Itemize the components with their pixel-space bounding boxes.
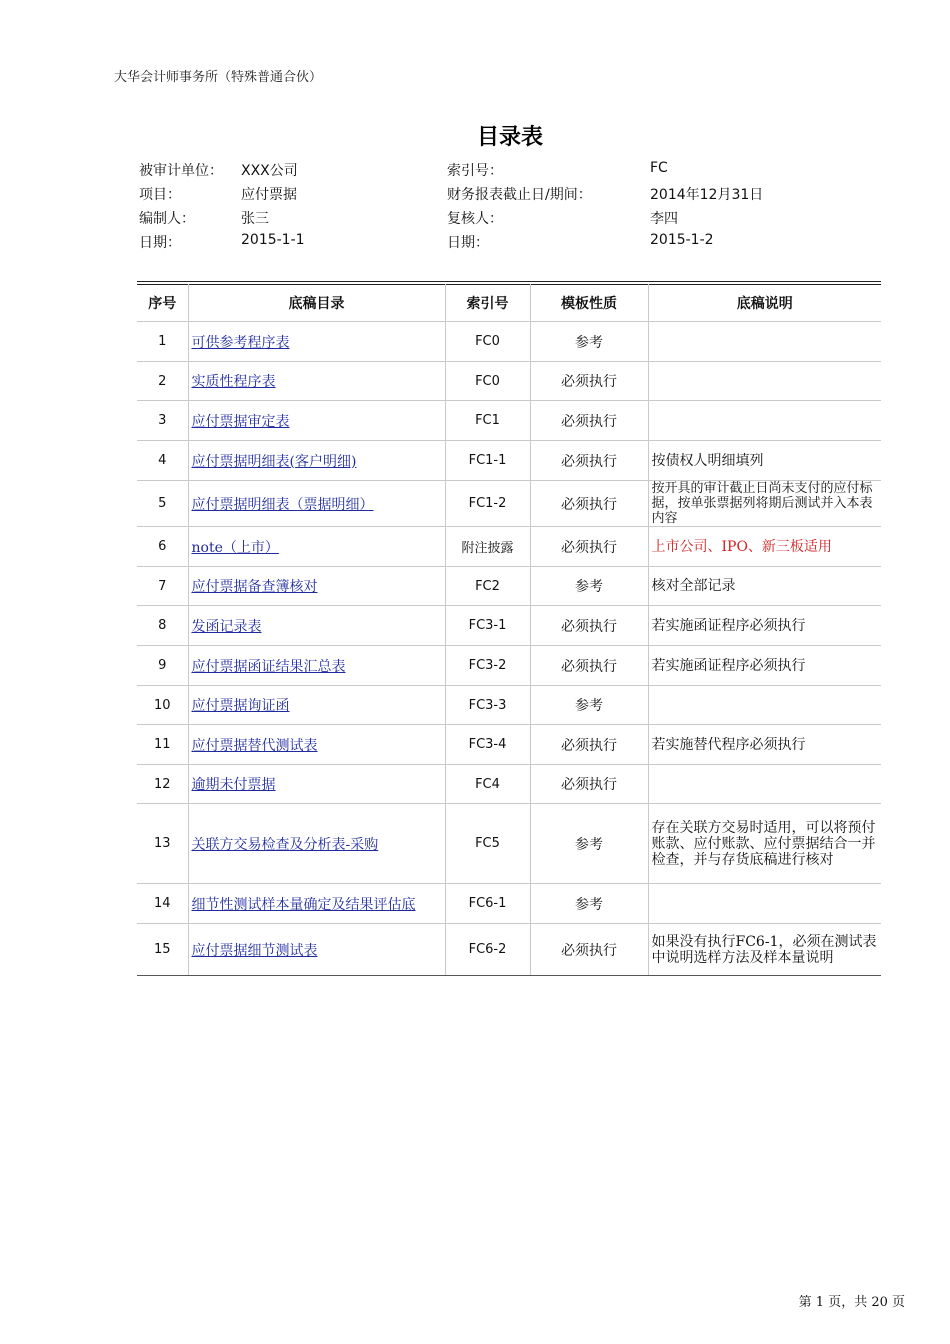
row-note [648, 765, 881, 804]
row-doc [188, 646, 445, 686]
row-nature: 必须执行 [530, 646, 648, 686]
preparer-value: 张三 [241, 211, 269, 227]
page-title: 目录表 [476, 125, 543, 150]
row-nature: 参考 [530, 322, 648, 362]
row-nature: 必须执行 [530, 765, 648, 804]
row-doc [188, 322, 445, 362]
row-no: 11 [137, 725, 188, 765]
period-value: 2014年12月31日 [650, 187, 764, 203]
row-note: 若实施函证程序必须执行 [648, 606, 881, 646]
doc-link[interactable]: 应付票据函证结果汇总表 [191, 658, 346, 675]
row-doc [188, 362, 445, 401]
row-index: FC3-4 [445, 725, 530, 765]
row-doc [188, 765, 445, 804]
row-nature: 必须执行 [530, 725, 648, 765]
row-nature: 参考 [530, 686, 648, 725]
header-doc: 底稿目录 [188, 284, 445, 322]
row-nature: 必须执行 [530, 527, 648, 567]
table-row [137, 686, 881, 725]
project-value: 应付票据 [241, 187, 297, 203]
row-nature: 参考 [530, 884, 648, 924]
index-value: FC [650, 160, 668, 176]
header-note: 底稿说明 [648, 284, 881, 322]
page-number: 第 1 页，共 20 页 [798, 1295, 905, 1310]
row-no: 14 [137, 884, 188, 924]
row-note: 按开具的审计截止日尚未支付的应付标据，按单张票据列将期后测试并入本表内容 [648, 481, 881, 527]
auditee-label: 被审计单位： [139, 163, 223, 179]
row-note [648, 362, 881, 401]
table-row [137, 765, 881, 804]
row-note: 核对全部记录 [648, 567, 881, 606]
project-label: 项目： [139, 187, 181, 203]
row-index: FC3-1 [445, 606, 530, 646]
row-index: FC3-2 [445, 646, 530, 686]
table-row [137, 646, 881, 686]
row-no: 1 [137, 322, 188, 362]
row-nature: 必须执行 [530, 401, 648, 441]
row-doc [188, 884, 445, 924]
doc-link[interactable]: 应付票据询证函 [191, 698, 290, 714]
table-row [137, 441, 881, 481]
index-label: 索引号： [447, 163, 503, 179]
row-nature: 必须执行 [530, 924, 648, 976]
row-index: FC1-2 [445, 481, 530, 527]
row-doc [188, 527, 445, 567]
row-no: 6 [137, 527, 188, 567]
row-no: 4 [137, 441, 188, 481]
row-nature: 必须执行 [530, 606, 648, 646]
row-no: 7 [137, 567, 188, 606]
doc-link[interactable]: note（上市） [191, 539, 279, 556]
doc-link[interactable]: 应付票据备查簿核对 [191, 579, 318, 595]
doc-link[interactable]: 应付票据替代测试表 [191, 737, 318, 754]
table-row [137, 725, 881, 765]
row-doc [188, 481, 445, 527]
row-no: 2 [137, 362, 188, 401]
row-index: FC6-1 [445, 884, 530, 924]
row-no: 15 [137, 924, 188, 976]
row-note [648, 322, 881, 362]
row-note: 存在关联方交易时适用，可以将预付账款、应付账款、应付票据结合一并检查，并与存货底稿进行核对 [648, 804, 881, 884]
row-no: 9 [137, 646, 188, 686]
row-index: FC0 [445, 322, 530, 362]
row-index: FC1-1 [445, 441, 530, 481]
row-doc [188, 567, 445, 606]
row-nature: 必须执行 [530, 481, 648, 527]
row-note: 按债权人明细填列 [648, 441, 881, 481]
reviewer-value: 李四 [650, 211, 678, 227]
row-no: 12 [137, 765, 188, 804]
row-note [648, 884, 881, 924]
row-doc [188, 401, 445, 441]
doc-link[interactable]: 应付票据审定表 [191, 413, 290, 430]
auditee-value: XXX公司 [241, 163, 298, 179]
date1-label: 日期： [139, 235, 181, 251]
table-row [137, 884, 881, 924]
row-index: FC1 [445, 401, 530, 441]
row-doc [188, 725, 445, 765]
table-row [137, 362, 881, 401]
table-header-row [137, 284, 881, 322]
doc-link[interactable]: 细节性测试样本量确定及结果评估底 [191, 896, 416, 913]
reviewer-label: 复核人： [447, 211, 503, 227]
table-row [137, 527, 881, 567]
row-no: 3 [137, 401, 188, 441]
row-index: FC2 [445, 567, 530, 606]
row-nature: 参考 [530, 804, 648, 884]
row-index: FC5 [445, 804, 530, 884]
doc-link[interactable]: 逾期未付票据 [191, 777, 276, 793]
row-doc [188, 441, 445, 481]
preparer-label: 编制人： [139, 211, 195, 227]
row-note [648, 401, 881, 441]
date2-value: 2015-1-2 [650, 232, 714, 248]
firm-name: 大华会计师事务所（特殊普通合伙） [114, 70, 323, 85]
row-no: 5 [137, 481, 188, 527]
table-row [137, 481, 881, 527]
date1-value: 2015-1-1 [241, 232, 305, 248]
row-note: 上市公司、IPO、新三板适用 [648, 527, 881, 567]
date2-label: 日期： [447, 235, 489, 251]
table-row [137, 606, 881, 646]
row-note: 如果没有执行FC6-1，必须在测试表中说明选样方法及样本量说明 [648, 924, 881, 976]
row-index: FC4 [445, 765, 530, 804]
header-nature: 模板性质 [530, 284, 648, 322]
row-no: 8 [137, 606, 188, 646]
row-note: 若实施替代程序必须执行 [648, 725, 881, 765]
row-nature: 必须执行 [530, 441, 648, 481]
row-doc [188, 686, 445, 725]
doc-link[interactable]: 关联方交易检查及分析表-采购 [191, 836, 379, 853]
row-nature: 必须执行 [530, 362, 648, 401]
row-index: FC0 [445, 362, 530, 401]
row-index: FC6-2 [445, 924, 530, 976]
row-doc [188, 924, 445, 976]
doc-link[interactable]: 应付票据细节测试表 [191, 942, 318, 959]
table-top-rule [137, 281, 881, 282]
table-row [137, 924, 881, 976]
header-no: 序号 [137, 284, 188, 322]
table-row [137, 567, 881, 606]
row-index: FC3-3 [445, 686, 530, 725]
row-doc [188, 606, 445, 646]
row-index: 附注披露 [445, 527, 530, 567]
row-nature: 参考 [530, 567, 648, 606]
row-note: 若实施函证程序必须执行 [648, 646, 881, 686]
period-label: 财务报表截止日/期间： [447, 187, 592, 203]
table-row [137, 804, 881, 884]
doc-link[interactable]: 应付票据明细表(客户明细) [191, 453, 357, 470]
row-no: 10 [137, 686, 188, 725]
catalog-table [137, 284, 881, 976]
row-note [648, 686, 881, 725]
row-no: 13 [137, 804, 188, 884]
doc-link[interactable]: 实质性程序表 [191, 374, 276, 390]
doc-link[interactable]: 发函记录表 [191, 618, 262, 635]
header-index: 索引号 [445, 284, 530, 322]
doc-link[interactable]: 可供参考程序表 [191, 334, 290, 351]
row-doc [188, 804, 445, 884]
table-row [137, 322, 881, 362]
table-row [137, 401, 881, 441]
doc-link[interactable]: 应付票据明细表（票据明细） [191, 496, 374, 513]
